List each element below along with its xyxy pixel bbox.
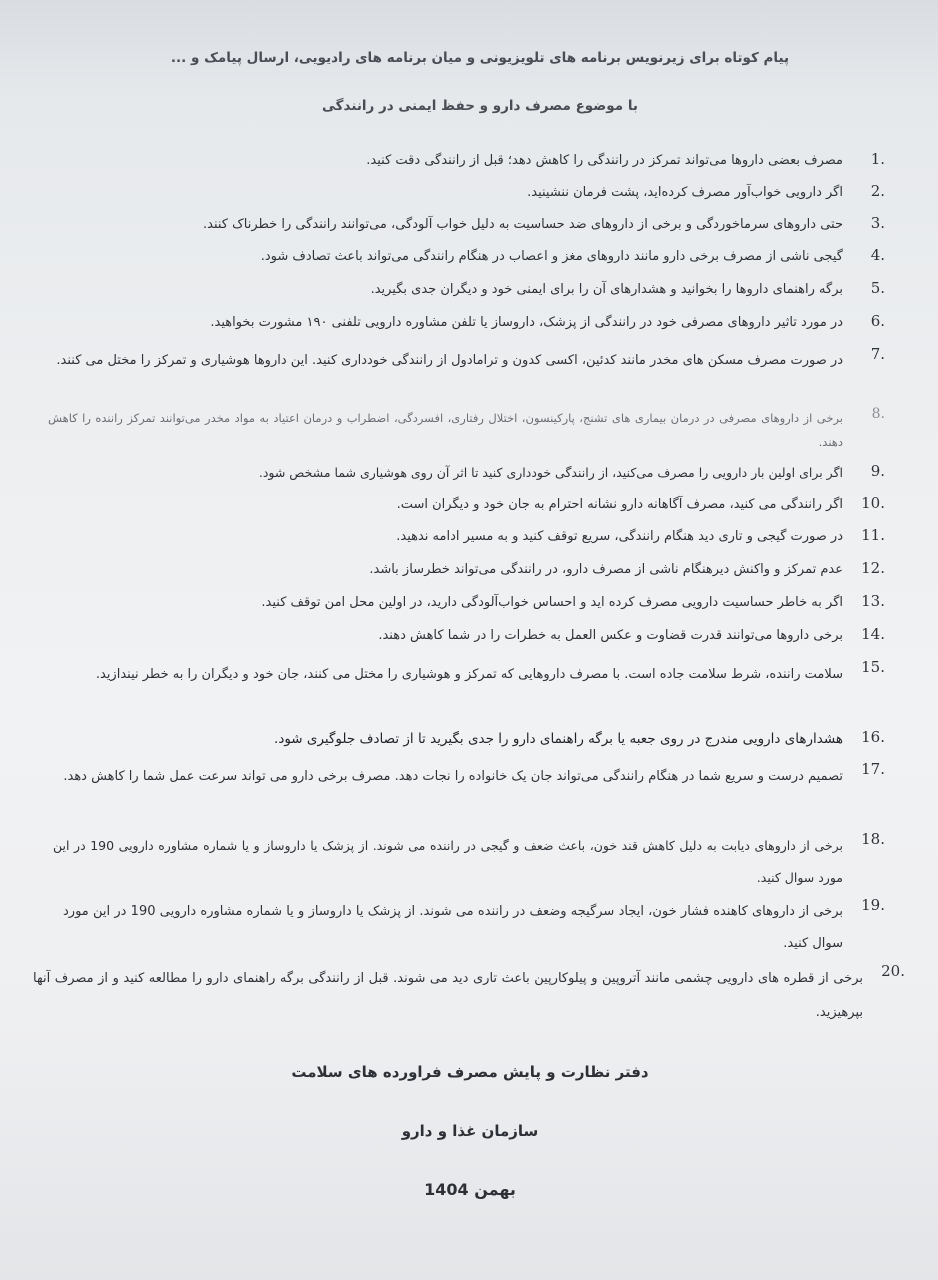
issuing-office: دفتر نظارت و پایش مصرف فراورده های سلامت <box>291 1063 649 1081</box>
list-item <box>30 962 905 1024</box>
item-text: در صورت گیجی و تاری دید هنگام رانندگی، سریع توقف کنید و به مسیر ادامه ندهید. <box>396 529 843 544</box>
item-number: 11. <box>861 526 885 544</box>
issue-date: بهمن 1404 <box>424 1180 516 1199</box>
item-number: 8. <box>871 406 885 422</box>
list-item <box>40 462 885 486</box>
list-item <box>30 559 885 583</box>
list-item <box>30 658 885 718</box>
list-item <box>30 494 885 518</box>
list-item <box>30 246 885 270</box>
item-number: 20. <box>881 962 905 980</box>
item-text: برخی از داروهای دیابت به دلیل کاهش قند خون، باعث ضعف و گیجی در راننده می شوند. از پزشک یا داروساز و یا شماره مشاوره دارویی 190 در این مورد سوال کنید. <box>53 838 843 885</box>
item-number: 4. <box>870 246 885 264</box>
list-item <box>30 150 885 174</box>
list-item <box>30 896 885 956</box>
item-number: 15. <box>861 658 885 676</box>
item-number: 12. <box>861 559 885 577</box>
item-number: 17. <box>861 760 885 778</box>
item-number: 6. <box>870 312 885 330</box>
list-item <box>30 406 885 456</box>
item-text: سلامت راننده، شرط سلامت جاده است. با مصرف داروهایی که تمرکز و هوشیاری را مختل می کنند، جان خود و دیگران را به خطر نیندازید. <box>95 667 843 682</box>
list-item <box>30 830 885 890</box>
item-number: 7. <box>870 345 885 363</box>
item-text: برخی از داروهای مصرفی در درمان بیماری های تشنج، پارکینسون، اختلال رفتاری، افسردگی، اضطراب و درمان اعتیاد به مواد مخدر می‌توانند تمرکز راننده را کاهش دهند. <box>48 411 843 449</box>
list-item <box>30 345 885 401</box>
list-item <box>30 526 885 550</box>
item-number: 3. <box>870 214 885 232</box>
item-number: 1. <box>870 150 885 168</box>
item-number: 5. <box>870 279 885 297</box>
list-item <box>30 312 885 336</box>
issuing-organization: سازمان غذا و دارو <box>401 1122 539 1140</box>
document-subject-line: پیام کوتاه برای زیرنویس برنامه های تلویزیونی و میان برنامه های رادیویی، ارسال پیامک و ... <box>170 50 790 66</box>
item-number: 16. <box>861 728 885 746</box>
item-text: برگه راهنمای داروها را بخوانید و هشدارهای آن را برای ایمنی خود و دیگران جدی بگیرید. <box>370 282 843 297</box>
item-text: اگر به خاطر حساسیت دارویی مصرف کرده اید و احساس خواب‌آلودگی دارید، در اولین محل امن توقف کنید. <box>261 595 843 610</box>
item-text: عدم تمرکز و واکنش دیرهنگام ناشی از مصرف دارو، در رانندگی می‌تواند خطرساز باشد. <box>369 562 843 577</box>
item-number: 19. <box>861 896 885 914</box>
item-number: 9. <box>870 462 885 480</box>
item-text: حتی داروهای سرماخوردگی و برخی از داروهای ضد حساسیت به دلیل خواب آلودگی، می‌توانند رانندگی را خطرناک کنند. <box>202 217 843 232</box>
list-item <box>30 182 885 206</box>
item-text: برخی از داروهای کاهنده فشار خون، ایجاد سرگیجه وضعف در راننده می شوند. از پزشک یا داروساز و یا شماره مشاوره دارویی 190 در این مورد سوال کنید. <box>63 904 843 951</box>
item-text: مصرف بعضی داروها می‌تواند تمرکز در رانندگی را کاهش دهد؛ قبل از رانندگی دقت کنید. <box>366 153 843 168</box>
document-topic-line: با موضوع مصرف دارو و حفظ ایمنی در رانندگی <box>322 98 638 114</box>
list-item <box>30 728 885 752</box>
item-number: 13. <box>861 592 885 610</box>
list-item <box>30 279 885 303</box>
list-item <box>30 592 885 616</box>
item-text: هشدارهای دارویی مندرج در روی جعبه یا برگه راهنمای دارو را جدی بگیرید تا از تصادف جلوگیری شود. <box>274 731 843 747</box>
item-number: 2. <box>870 182 885 200</box>
item-text: اگر برای اولین بار دارویی را مصرف می‌کنید، از رانندگی خودداری کنید تا اثر آن روی هوشیاری شما مشخص شود. <box>258 465 843 480</box>
item-number: 10. <box>861 494 885 512</box>
item-text: اگر دارویی خواب‌آور مصرف کرده‌اید، پشت فرمان ننشینید. <box>527 185 843 200</box>
item-number: 18. <box>861 830 885 848</box>
item-text: در صورت مصرف مسکن های مخدر مانند کدئین، اکسی کدون و ترامادول از رانندگی خودداری کنید. این داروها هوشیاری و تمرکز را مختل می کنند. <box>56 353 843 368</box>
item-text: برخی داروها می‌توانند قدرت قضاوت و عکس العمل به خطرات را در شما کاهش دهند. <box>378 628 843 643</box>
item-number: 14. <box>861 625 885 643</box>
item-text: تصمیم درست و سریع شما در هنگام رانندگی می‌تواند جان یک خانواده را نجات دهد. مصرف برخی دارو می تواند سرعت عمل شما را کاهش دهد. <box>63 769 843 784</box>
item-text: اگر رانندگی می کنید، مصرف آگاهانه دارو نشانه احترام به جان خود و دیگران است. <box>396 497 843 512</box>
item-text: گیجی ناشی از مصرف برخی دارو مانند داروهای مغز و اعصاب در هنگام رانندگی می‌تواند باعث تصادف شود. <box>260 249 843 264</box>
list-item <box>30 760 885 822</box>
list-item <box>30 625 885 649</box>
list-item <box>30 214 885 238</box>
item-text: در مورد تاثیر داروهای مصرفی خود در رانندگی از پزشک، داروساز یا تلفن مشاوره دارویی تلفنی ۱۹۰ مشورت بخواهید. <box>210 315 843 330</box>
item-text: برخی از قطره های دارویی چشمی مانند آتروپین و پیلوکارپین باعث تاری دید می شوند. قبل از رانندگی برگه راهنمای دارو را مطالعه کنید و از مصرف آنها بپرهیزید. <box>33 971 863 1020</box>
